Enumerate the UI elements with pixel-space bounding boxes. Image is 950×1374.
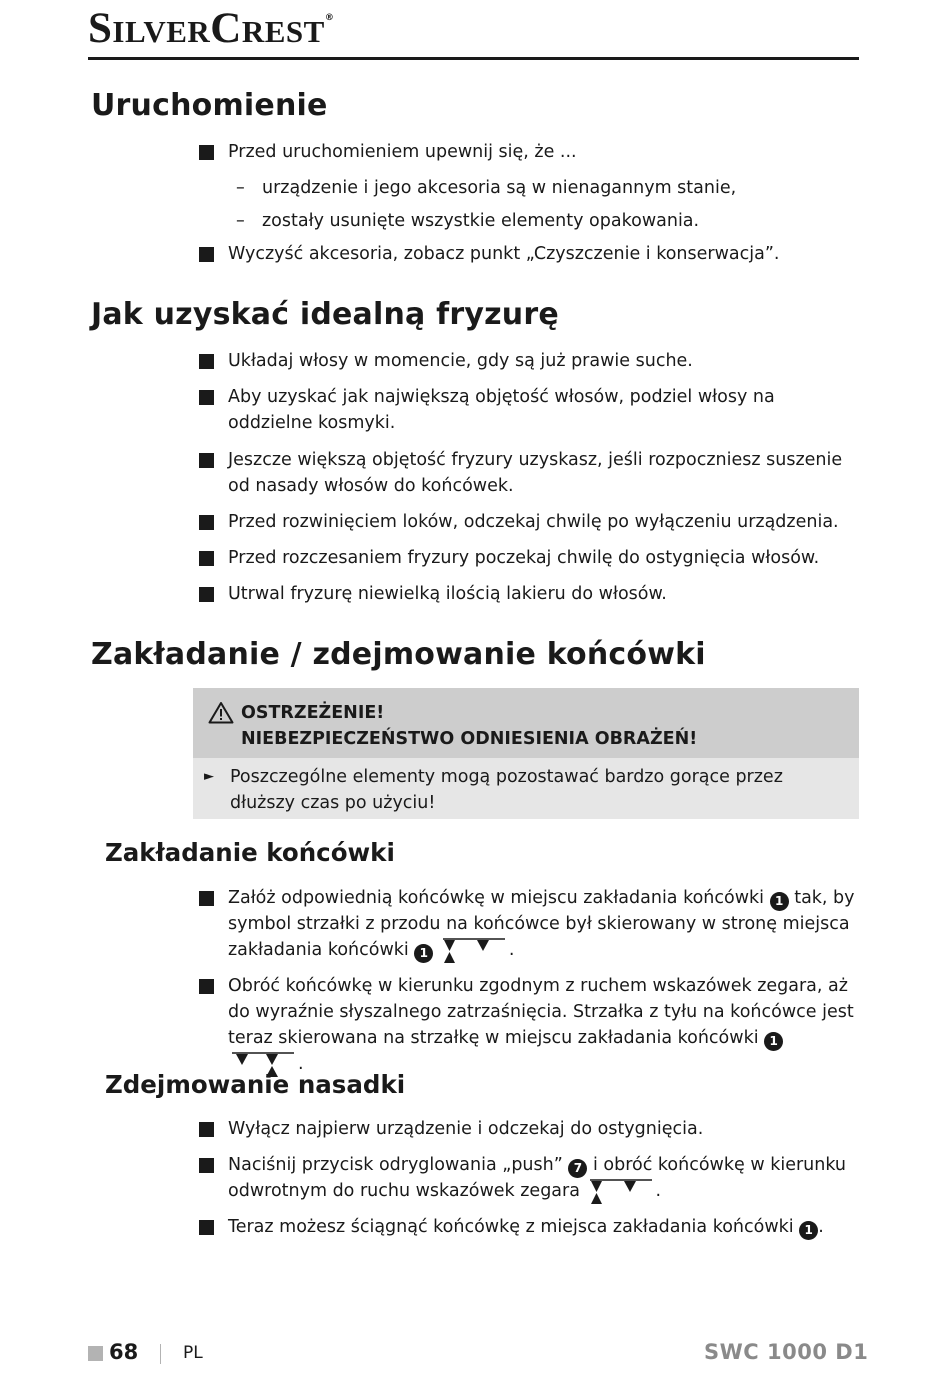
heading-zakladanie-koncowki: Zakładanie końcówki — [105, 838, 395, 867]
item-text: tak, by symbol strzałki z przodu na końcówce był skierowany w stronę miejsca zakładania końcówki — [228, 888, 855, 960]
warning-title: OSTRZEŻENIE! — [241, 703, 385, 723]
heading-zdejmowanie-nasadki: Zdejmowanie nasadki — [105, 1070, 406, 1099]
page-number: 68 — [109, 1340, 139, 1364]
list-item: Wyłącz najpierw urządzenie i odczekaj do ostygnięcia. — [228, 1119, 704, 1139]
item-text: i obróć końcówkę w kierunku odwrotnym do ruchu wskazówek zegara — [228, 1155, 847, 1201]
ref-badge: 1 — [764, 1032, 783, 1051]
list-item: Przed rozczesaniem fryzury poczekaj chwilę do ostygnięcia włosów. — [228, 548, 820, 568]
bullet-square — [199, 515, 214, 530]
heading-zakladanie-zdejmowanie: Zakładanie / zdejmowanie końcówki — [91, 637, 706, 672]
bullet-square — [199, 979, 214, 994]
header-rule — [88, 57, 859, 60]
bullet-square — [199, 1122, 214, 1137]
list-item: Utrwal fryzurę niewielką ilością lakieru do włosów. — [228, 584, 667, 604]
sub-item: zostały usunięte wszystkie elementy opakowania. — [262, 211, 700, 231]
arrow-right-icon: ► — [204, 769, 214, 784]
item-text: . — [508, 940, 515, 960]
item-text: Załóż odpowiednią końcówkę w miejscu zakładania końcówki — [228, 888, 765, 908]
bullet-square — [199, 1158, 214, 1173]
bullet-square — [199, 453, 214, 468]
list-item — [228, 885, 858, 965]
bullet-square — [199, 354, 214, 369]
item-text: Teraz możesz ściągnąć końcówkę z miejsca zakładania końcówki — [228, 1217, 794, 1237]
bullet-square — [199, 145, 214, 160]
warning-triangle-icon — [208, 701, 234, 724]
language-code: PL — [183, 1343, 203, 1363]
ref-badge: 7 — [568, 1159, 587, 1178]
sub-dash: – — [236, 211, 245, 231]
list-item — [228, 1152, 858, 1206]
bullet-square — [199, 390, 214, 405]
item-text: . — [298, 1054, 304, 1074]
item-text: . — [655, 1181, 662, 1201]
bullet-square — [199, 1220, 214, 1235]
sub-dash: – — [236, 178, 245, 198]
item-text: . — [818, 1217, 824, 1237]
warning-text: Poszczególne elementy mogą pozostawać bardzo gorące przez dłuższy czas po użyciu! — [230, 767, 783, 813]
footer-divider — [160, 1344, 161, 1364]
heading-uruchomienie: Uruchomienie — [91, 88, 328, 123]
list-item — [228, 973, 858, 1079]
bullet-square — [199, 587, 214, 602]
list-item — [228, 1214, 858, 1240]
item-text: Naciśnij przycisk odryglowania „push” — [228, 1155, 563, 1175]
list-item: Jeszcze większą objętość fryzury uzyskasz, jeśli rozpoczniesz suszenie od nasady włosów do końcówek. — [228, 450, 843, 496]
bullet-square — [199, 247, 214, 262]
bullet-square — [199, 891, 214, 906]
list-item: Przed rozwinięciem loków, odczekaj chwilę po wyłączeniu urządzenia. — [228, 512, 839, 532]
warning-subtitle: NIEBEZPIECZEŃSTWO ODNIESIENIA OBRAŻEŃ! — [241, 729, 698, 749]
footer-square — [88, 1346, 103, 1361]
bullet-square — [199, 551, 214, 566]
heading-idealna-fryzura: Jak uzyskać idealną fryzurę — [91, 297, 559, 332]
ref-badge: 1 — [770, 892, 789, 911]
item-text: Obróć końcówkę w kierunku zgodnym z ruchem wskazówek zegara, aż do wyraźnie słyszalnego zatrzaśnięcia. Strzałka z tyłu na końcówce jest teraz skierowana na strzałkę w miejscu zakładania końcówki — [228, 976, 854, 1048]
ref-badge: 1 — [799, 1221, 818, 1240]
arrow-alignment-icon — [441, 937, 507, 965]
brand-logo: SILVERCREST® — [88, 5, 335, 52]
model-number: SWC 1000 D1 — [704, 1340, 869, 1364]
arrow-alignment-icon — [588, 1178, 654, 1206]
sub-item: urządzenie i jego akcesoria są w nienagannym stanie, — [262, 178, 737, 198]
list-item: Układaj włosy w momencie, gdy są już prawie suche. — [228, 351, 693, 371]
list-item: Przed uruchomieniem upewnij się, że ... — [228, 142, 577, 162]
list-item: Aby uzyskać jak największą objętość włosów, podziel włosy na oddzielne kosmyki. — [228, 387, 775, 433]
ref-badge: 1 — [414, 944, 433, 963]
list-item: Wyczyść akcesoria, zobacz punkt „Czyszczenie i konserwacja”. — [228, 244, 780, 264]
